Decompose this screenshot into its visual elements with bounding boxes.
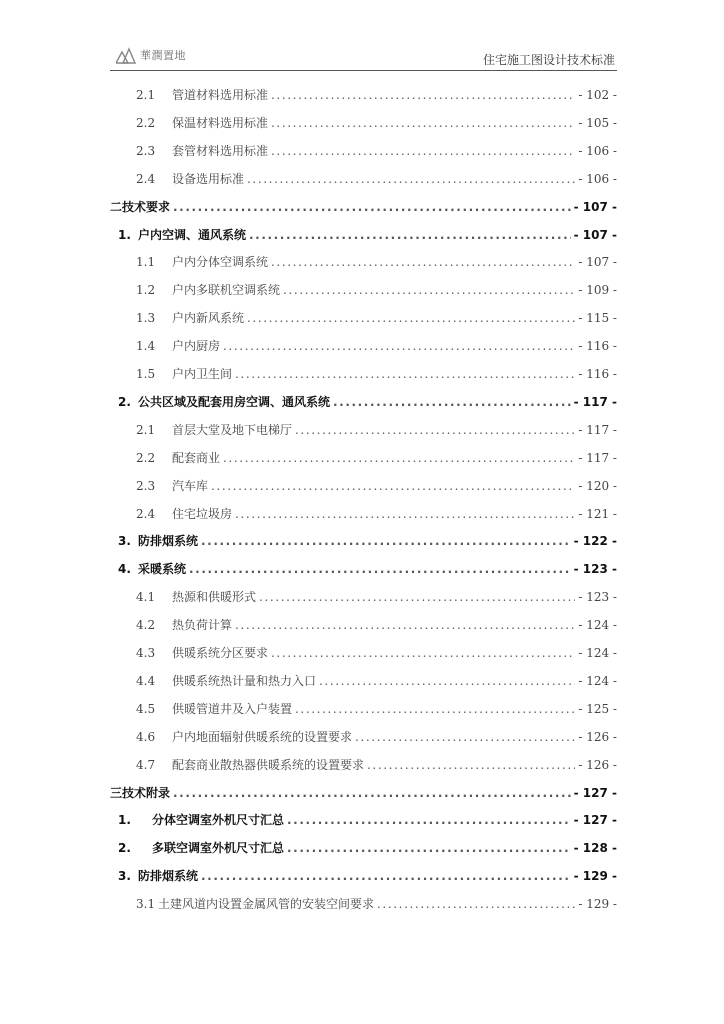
toc-entry-page: - 115 -: [578, 311, 617, 326]
toc-entry-page: - 107 -: [573, 227, 617, 242]
toc-entry[interactable]: [110, 756, 617, 776]
toc-entry-title: 供暖系统热计量和热力入口: [172, 673, 317, 688]
toc-entry-number: 4.1: [136, 590, 156, 605]
toc-entry-number: 3.: [118, 869, 131, 884]
logo-text: 華潤置地: [140, 49, 186, 62]
toc-entry-title: 采暖系统: [138, 562, 187, 577]
toc-entry[interactable]: [110, 281, 617, 301]
toc-entry-number: 2.2: [136, 115, 156, 130]
dot-leader: [201, 534, 571, 548]
toc-entry-title: 户内新风系统: [172, 311, 245, 326]
toc-entry-number: 4.2: [136, 618, 156, 633]
toc-entry-title: 配套商业: [172, 450, 221, 465]
toc-entry-number: 2.1: [136, 422, 156, 437]
toc-entry-page: - 116 -: [578, 367, 617, 381]
toc-entry-page: - 127 -: [573, 785, 617, 800]
toc-entry[interactable]: [110, 477, 617, 497]
toc-entry-title: 防排烟系统: [138, 869, 199, 884]
toc-entry-page: - 124 -: [578, 673, 617, 688]
toc-entry-title: 首层大堂及地下电梯厅: [172, 422, 293, 437]
toc-entry-title: 户内厨房: [172, 339, 221, 354]
toc-entry-title: 管道材料选用标准: [172, 88, 269, 102]
toc-entry-title: 配套商业散热器供暖系统的设置要求: [172, 757, 365, 772]
toc-entry-title: 供暖系统分区要求: [172, 646, 269, 660]
toc-entry[interactable]: [110, 560, 617, 580]
toc-entry-page: - 123 -: [573, 562, 617, 577]
toc-entry-page: - 117 -: [578, 450, 617, 465]
toc-entry-number: 4.: [118, 562, 131, 577]
toc-entry[interactable]: [110, 895, 617, 915]
dot-leader: [295, 702, 575, 716]
toc-entry-page: - 124 -: [578, 618, 617, 633]
toc-entry-page: - 117 -: [573, 394, 617, 409]
dot-leader: [377, 897, 575, 911]
toc-entry-title: 多联空调室外机尺寸汇总: [152, 841, 285, 856]
toc-entry-number: 1.3: [136, 311, 156, 326]
toc-entry[interactable]: [110, 114, 617, 134]
dot-leader: [355, 730, 575, 744]
toc-entry-title: 设备选用标准: [172, 171, 245, 186]
toc-entry-title: 户内卫生间: [172, 367, 233, 381]
page-header: [110, 44, 617, 71]
toc-entry-page: - 123 -: [578, 590, 617, 605]
toc-entry-number: 1.1: [136, 255, 156, 270]
dot-leader: [247, 311, 575, 325]
dot-leader: [247, 172, 575, 186]
toc-entry[interactable]: [110, 309, 617, 329]
dot-leader: [287, 813, 571, 827]
toc-entry-title: 防排烟系统: [138, 534, 199, 549]
toc-entry-page: - 102 -: [578, 88, 617, 102]
toc-entry-title: 分体空调室外机尺寸汇总: [152, 813, 285, 828]
toc-entry-number: 4.5: [136, 701, 156, 716]
toc-entry-number: 2.3: [136, 143, 156, 158]
dot-leader: [223, 451, 575, 465]
toc-entry-number: 4.3: [136, 646, 156, 660]
toc-entry-number: 2.4: [136, 171, 156, 186]
toc-entry-number: 2.2: [136, 450, 156, 465]
toc-entry[interactable]: [110, 86, 617, 106]
toc-entry-title: 供暖管道井及入户装置: [172, 701, 293, 716]
toc-entry-title: 土建风道内设置金属风管的安装空间要求: [158, 897, 375, 912]
toc-entry-page: - 106 -: [578, 171, 617, 186]
dot-leader: [283, 283, 575, 297]
toc-entry-number: 2.1: [136, 88, 156, 102]
toc-entry-page: - 125 -: [578, 701, 617, 716]
toc-entry-number: 1.: [118, 813, 131, 828]
toc-entry-title: 住宅垃圾房: [172, 506, 233, 521]
toc-entry-page: - 122 -: [573, 534, 617, 549]
toc-entry-title: 汽车库: [172, 478, 209, 493]
toc-entry[interactable]: [110, 393, 617, 413]
company-logo: [116, 46, 186, 64]
toc-entry[interactable]: [110, 728, 617, 748]
dot-leader: [271, 255, 575, 269]
toc-entry-title: 套管材料选用标准: [172, 143, 269, 158]
toc-entry[interactable]: [110, 616, 617, 636]
toc-entry-number: 2.3: [136, 478, 156, 493]
toc-entry-page: - 116 -: [578, 339, 617, 354]
dot-leader: [249, 228, 571, 242]
toc-entry-title: 户内地面辐射供暖系统的设置要求: [172, 729, 353, 744]
toc-entry[interactable]: [110, 253, 617, 273]
toc-entry-title: 三技术附录: [110, 785, 171, 800]
toc-entry-page: - 124 -: [578, 646, 617, 660]
toc-entry[interactable]: [110, 867, 617, 887]
dot-leader: [173, 786, 571, 800]
dot-leader: [201, 869, 571, 883]
toc-entry-number: 2.: [118, 394, 131, 409]
toc-entry-title: 户内多联机空调系统: [172, 283, 281, 298]
dot-leader: [271, 144, 575, 158]
toc-entry[interactable]: [110, 170, 617, 190]
toc-entry-title: 户内分体空调系统: [172, 255, 269, 270]
dot-leader: [287, 841, 571, 855]
toc-entry-number: 1.4: [136, 339, 156, 354]
toc-entry-page: - 126 -: [578, 729, 617, 744]
toc-entry-page: - 107 -: [573, 199, 617, 214]
dot-leader: [271, 116, 575, 130]
toc-entry[interactable]: [110, 337, 617, 357]
toc-entry-number: 4.7: [136, 757, 156, 772]
toc-entry-number: 2.: [118, 841, 131, 856]
toc-entry[interactable]: [110, 365, 617, 385]
toc-entry-page: - 128 -: [573, 841, 617, 856]
toc-entry-page: - 105 -: [578, 115, 617, 130]
toc-entry-page: - 109 -: [578, 283, 617, 298]
toc-entry[interactable]: [110, 449, 617, 469]
toc-entry-page: - 126 -: [578, 757, 617, 772]
dot-leader: [259, 590, 575, 604]
toc-entry-number: 2.4: [136, 506, 156, 521]
toc-entry-page: - 106 -: [578, 143, 617, 158]
toc-entry[interactable]: [110, 700, 617, 720]
toc-entry-title: 保温材料选用标准: [172, 115, 269, 130]
dot-leader: [235, 507, 575, 521]
toc-entry[interactable]: [110, 198, 617, 218]
toc-entry-number: 1.2: [136, 283, 156, 298]
toc-entry[interactable]: [110, 588, 617, 608]
dot-leader: [173, 200, 571, 214]
toc-entry[interactable]: [110, 644, 617, 664]
dot-leader: [319, 674, 575, 688]
toc-entry-number: 4.4: [136, 673, 156, 688]
toc-entry-page: - 107 -: [578, 255, 617, 270]
toc-entry[interactable]: [110, 672, 617, 692]
dot-leader: [271, 646, 575, 660]
toc-entry[interactable]: [110, 839, 617, 859]
toc-entry-page: - 129 -: [573, 869, 617, 884]
dot-leader: [223, 339, 575, 353]
dot-leader: [235, 618, 575, 632]
dot-leader: [295, 423, 575, 437]
dot-leader: [271, 88, 575, 102]
toc-entry-page: - 117 -: [578, 422, 617, 437]
logo-mark-icon: [116, 46, 136, 64]
toc-entry[interactable]: [110, 421, 617, 441]
dot-leader: [367, 758, 575, 772]
toc-entry-title: 公共区域及配套用房空调、通风系统: [138, 394, 331, 409]
toc-entry-page: - 121 -: [578, 506, 617, 521]
toc-entry-page: - 127 -: [573, 813, 617, 828]
toc-entry-title: 户内空调、通风系统: [138, 227, 247, 242]
toc-entry-title: 热负荷计算: [172, 618, 233, 633]
toc-entry-number: 3.: [118, 534, 131, 549]
toc-entry-number: 4.6: [136, 729, 156, 744]
toc-entry-page: - 129 -: [578, 897, 617, 912]
toc-entry-number: 1.: [118, 227, 131, 242]
toc-entry-title: 热源和供暖形式: [172, 590, 257, 605]
dot-leader: [189, 562, 571, 576]
dot-leader: [211, 479, 575, 493]
toc-entry[interactable]: [110, 811, 617, 831]
dot-leader: [333, 395, 571, 409]
toc-entry-page: - 120 -: [578, 478, 617, 493]
toc-entry[interactable]: [110, 142, 617, 162]
toc-entry[interactable]: [110, 784, 617, 804]
toc-entry[interactable]: [110, 532, 617, 552]
toc-entry[interactable]: [110, 505, 617, 525]
dot-leader: [235, 367, 575, 381]
toc-entry-title: 二技术要求: [110, 199, 171, 214]
toc-entry-number: 3.1: [136, 897, 156, 912]
toc-entry[interactable]: [110, 226, 617, 246]
toc-entry-number: 1.5: [136, 367, 156, 381]
document-title: 住宅施工图设计技术标准: [482, 53, 615, 67]
